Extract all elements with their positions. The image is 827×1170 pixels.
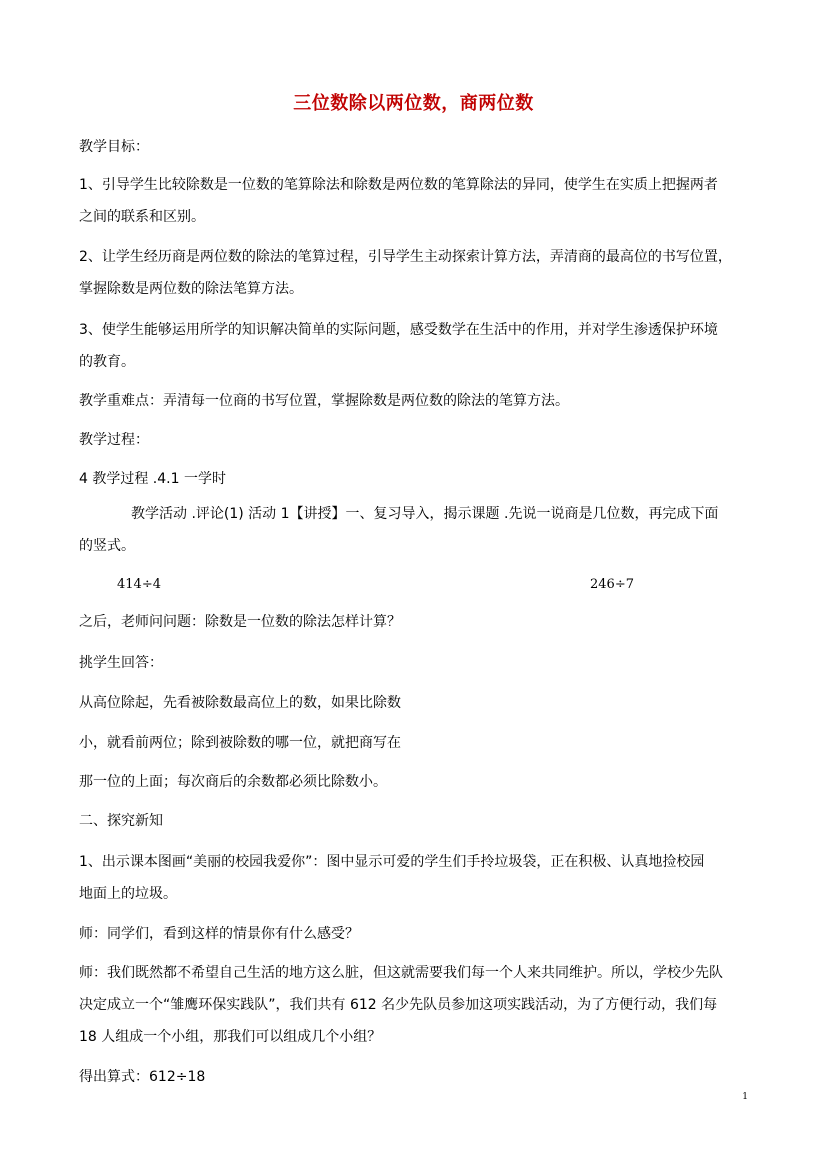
teacher-say-line-3: 18 人组成一个小组，那我们可以组成几个小组？ — [79, 1029, 382, 1045]
formula: 得出算式：612÷18 — [79, 1069, 206, 1085]
teacher-ask: 师：同学们，看到这样的情景你有什么感受？ — [79, 926, 359, 942]
objective-2-line-1: 2、让学生经历商是两位数的除法的笔算过程，引导学生主动探索计算方法，弄清商的最高位的书写位置， — [79, 249, 732, 265]
section-2-heading: 二、探究新知 — [79, 813, 163, 829]
objectives-heading: 教学目标： — [79, 139, 149, 155]
objective-1-line-1: 1、引导学生比较除数是一位数的笔算除法和除数是两位数的笔算除法的异同，使学生在实质上把握两者 — [79, 177, 718, 193]
objective-1-line-2: 之间的联系和区别。 — [79, 209, 205, 225]
process-heading: 教学过程： — [79, 432, 149, 448]
objective-3-line-2: 的教育。 — [79, 354, 135, 370]
objective-2-line-2: 掌握除数是两位数的除法笔算方法。 — [79, 281, 303, 297]
answer-line-1: 从高位除起，先看被除数最高位上的数，如果比除数 — [79, 695, 401, 711]
new-knowledge-1-line-2: 地面上的垃圾。 — [79, 886, 177, 902]
expression-left: 414÷4 — [117, 577, 161, 592]
process-subheading: 4 教学过程 .4.1 一学时 — [79, 471, 226, 487]
expression-right: 246÷7 — [590, 577, 634, 592]
teacher-question: 之后，老师问问题：除数是一位数的除法怎样计算？ — [79, 614, 401, 630]
new-knowledge-1-line-1: 1、出示课本图画“美丽的校园我爱你”：图中显示可爱的学生们手拎垃圾袋，正在积极、认真地捡校园 — [79, 854, 705, 870]
student-answer-prompt: 挑学生回答： — [79, 655, 163, 671]
answer-line-2: 小，就看前两位；除到被除数的哪一位，就把商写在 — [79, 735, 401, 751]
teacher-say-line-2: 决定成立一个“雏鹰环保实践队”，我们共有 612 名少先队员参加这项实践活动，为了方便行动，我们每 — [79, 997, 718, 1013]
answer-line-3: 那一位的上面；每次商后的余数都必须比除数小。 — [79, 774, 387, 790]
teacher-say-line-1: 师：我们既然都不希望自己生活的地方这么脏，但这就需要我们每一个人来共同维护。所以，学校少先队 — [79, 965, 723, 981]
activity-line-1: 教学活动 .评论(1) 活动 1【讲授】一、复习导入，揭示课题 .先说一说商是几位数，再完成下面 — [131, 506, 719, 522]
key-points: 教学重难点：弄清每一位商的书写位置，掌握除数是两位数的除法的笔算方法。 — [79, 393, 569, 409]
document-title: 三位数除以两位数，商两位数 — [293, 93, 534, 114]
page-number: 1 — [742, 1092, 748, 1102]
activity-line-2: 的竖式。 — [79, 538, 135, 554]
objective-3-line-1: 3、使学生能够运用所学的知识解决简单的实际问题，感受数学在生活中的作用，并对学生渗透保护环境 — [79, 322, 718, 338]
